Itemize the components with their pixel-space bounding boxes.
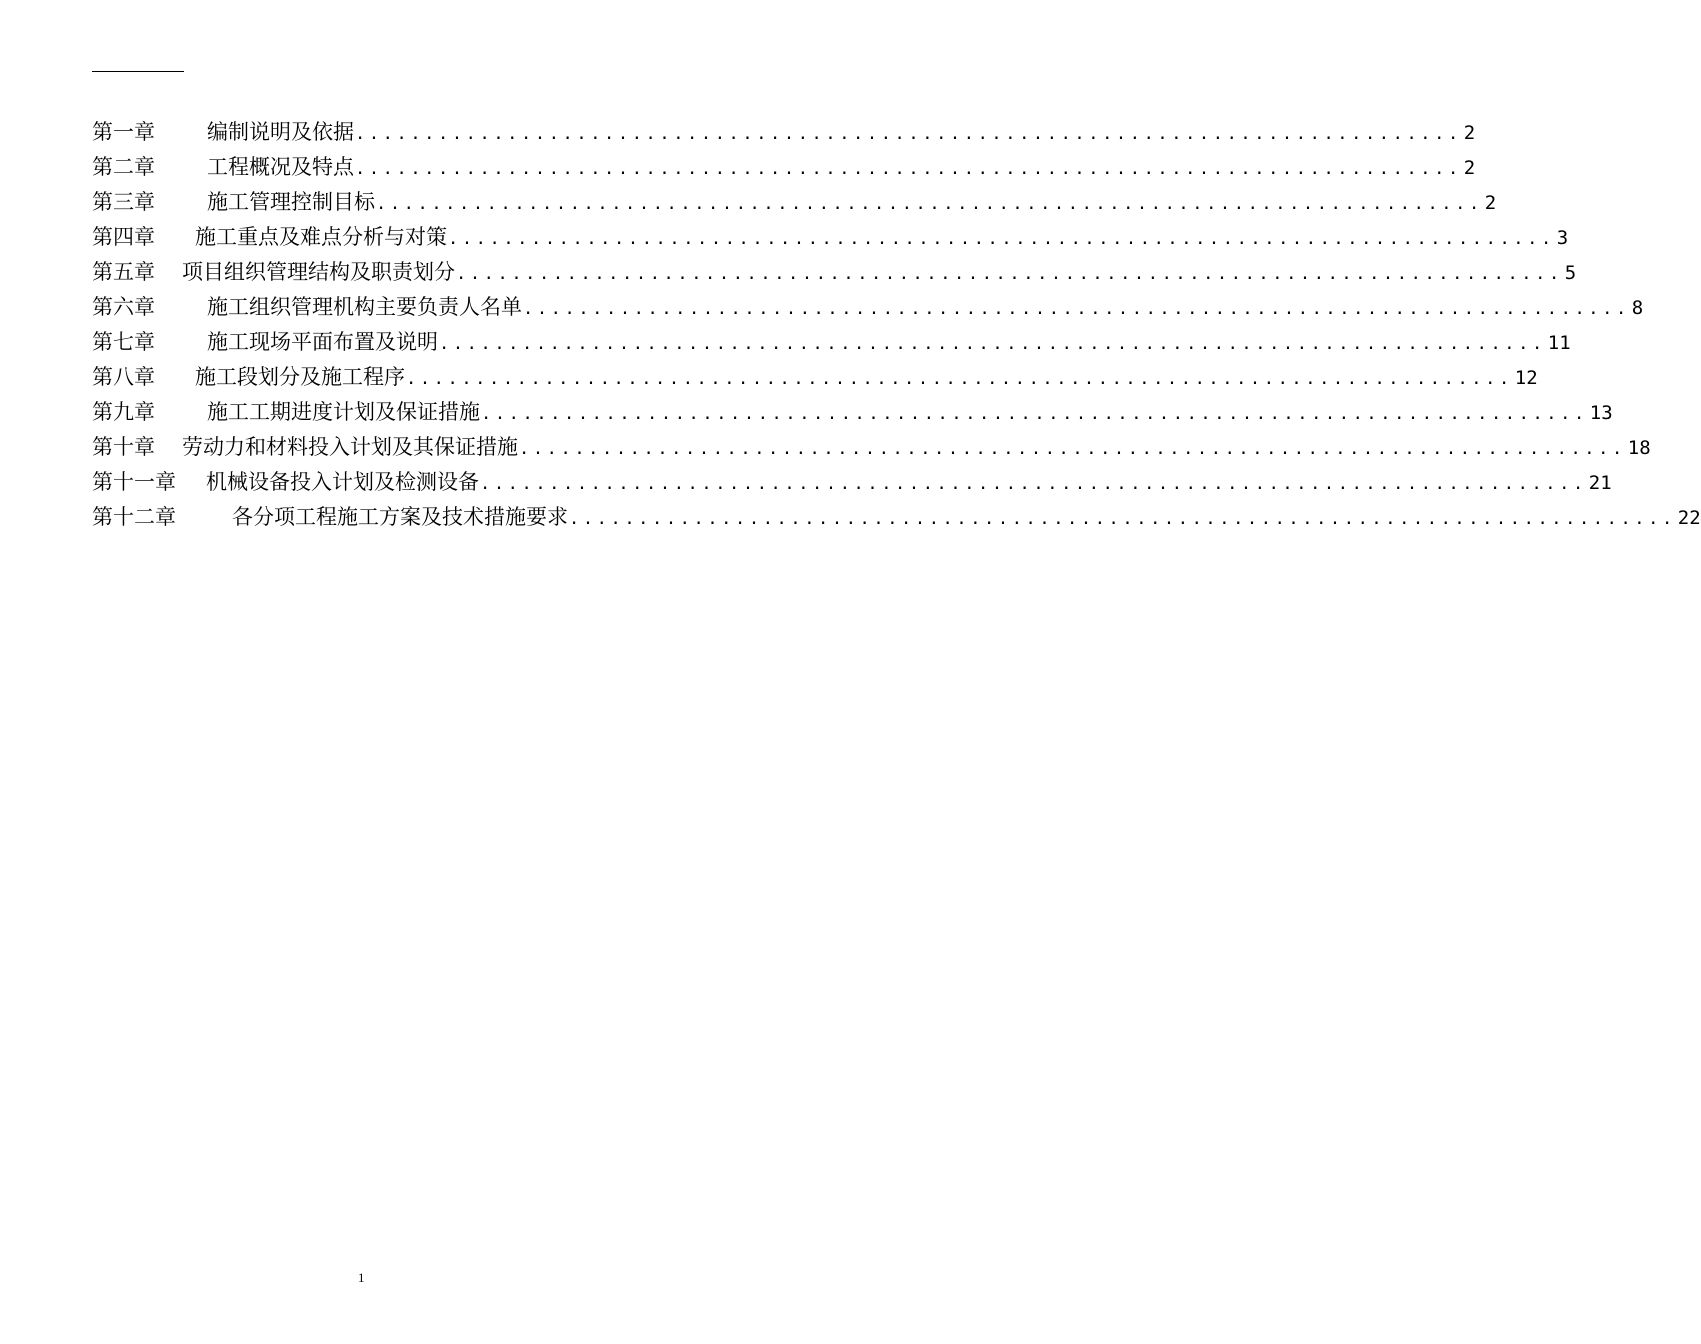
- toc-page-number: 3: [1556, 227, 1569, 249]
- toc-entry[interactable]: [92, 395, 1613, 430]
- toc-title: 工程概况及特点: [207, 155, 354, 179]
- toc-dot-leader: ................................................................................: [355, 159, 1462, 179]
- toc-chapter-label: 第七章: [92, 330, 155, 354]
- toc-dot-leader: ................................................................................: [406, 369, 1513, 389]
- toc-title: 施工重点及难点分析与对策: [195, 225, 447, 249]
- toc-chapter-label: 第十二章: [92, 505, 176, 529]
- toc-page-number: 5: [1564, 262, 1577, 284]
- toc-entry[interactable]: [92, 465, 1612, 500]
- toc-entry[interactable]: [92, 115, 1476, 150]
- toc-page-number: 2: [1463, 157, 1476, 179]
- toc-dot-leader: ................................................................................: [448, 229, 1555, 249]
- toc-dot-leader: ................................................................................: [355, 124, 1462, 144]
- toc-dot-leader: ................................................................................: [376, 194, 1483, 214]
- toc-dot-leader: ................................................................................: [519, 439, 1626, 459]
- toc-title: 编制说明及依据: [207, 120, 354, 144]
- toc-dot-leader: ................................................................................: [456, 264, 1563, 284]
- toc-entry[interactable]: [92, 290, 1644, 325]
- toc-title: 施工管理控制目标: [207, 190, 375, 214]
- toc-page-number: 2: [1484, 192, 1497, 214]
- toc-page-number: 13: [1589, 402, 1613, 424]
- toc-chapter-label: 第三章: [92, 190, 155, 214]
- toc-page-number: 18: [1627, 437, 1651, 459]
- toc-entry[interactable]: [92, 255, 1577, 290]
- toc-title: 劳动力和材料投入计划及其保证措施: [182, 435, 518, 459]
- toc-page-number: 2: [1463, 122, 1476, 144]
- toc-title: 施工组织管理机构主要负责人名单: [207, 295, 522, 319]
- toc-dot-leader: ................................................................................: [439, 334, 1546, 354]
- toc-chapter-label: 第五章: [92, 260, 155, 284]
- page-number: 1: [358, 1270, 365, 1285]
- table-of-contents: [92, 115, 1701, 535]
- toc-chapter-label: 第四章: [92, 225, 155, 249]
- toc-entry[interactable]: [92, 360, 1538, 395]
- toc-chapter-label: 第十章: [92, 435, 155, 459]
- toc-dot-leader: ................................................................................: [481, 404, 1588, 424]
- header-rule: [92, 71, 184, 72]
- toc-chapter-label: 第八章: [92, 365, 155, 389]
- toc-chapter-label: 第一章: [92, 120, 155, 144]
- toc-chapter-label: 第十一章: [92, 470, 176, 494]
- toc-chapter-label: 第六章: [92, 295, 155, 319]
- toc-title: 施工工期进度计划及保证措施: [207, 400, 480, 424]
- toc-page-number: 8: [1631, 297, 1644, 319]
- toc-title: 机械设备投入计划及检测设备: [206, 470, 479, 494]
- toc-entry[interactable]: [92, 150, 1476, 185]
- toc-entry[interactable]: [92, 185, 1497, 220]
- toc-entry[interactable]: [92, 500, 1701, 535]
- toc-title: 项目组织管理结构及职责划分: [182, 260, 455, 284]
- toc-page-number: 12: [1514, 367, 1538, 389]
- toc-dot-leader: ................................................................................: [480, 474, 1587, 494]
- toc-title: 施工现场平面布置及说明: [207, 330, 438, 354]
- toc-entry[interactable]: [92, 430, 1651, 465]
- toc-page-number: 22: [1677, 507, 1701, 529]
- toc-page-number: 21: [1588, 472, 1612, 494]
- toc-dot-leader: ................................................................................: [569, 509, 1676, 529]
- toc-title: 各分项工程施工方案及技术措施要求: [232, 505, 568, 529]
- toc-title: 施工段划分及施工程序: [195, 365, 405, 389]
- toc-entry[interactable]: [92, 220, 1569, 255]
- toc-dot-leader: ................................................................................: [523, 299, 1630, 319]
- toc-page-number: 11: [1547, 332, 1571, 354]
- toc-entry[interactable]: [92, 325, 1571, 360]
- toc-chapter-label: 第二章: [92, 155, 155, 179]
- toc-chapter-label: 第九章: [92, 400, 155, 424]
